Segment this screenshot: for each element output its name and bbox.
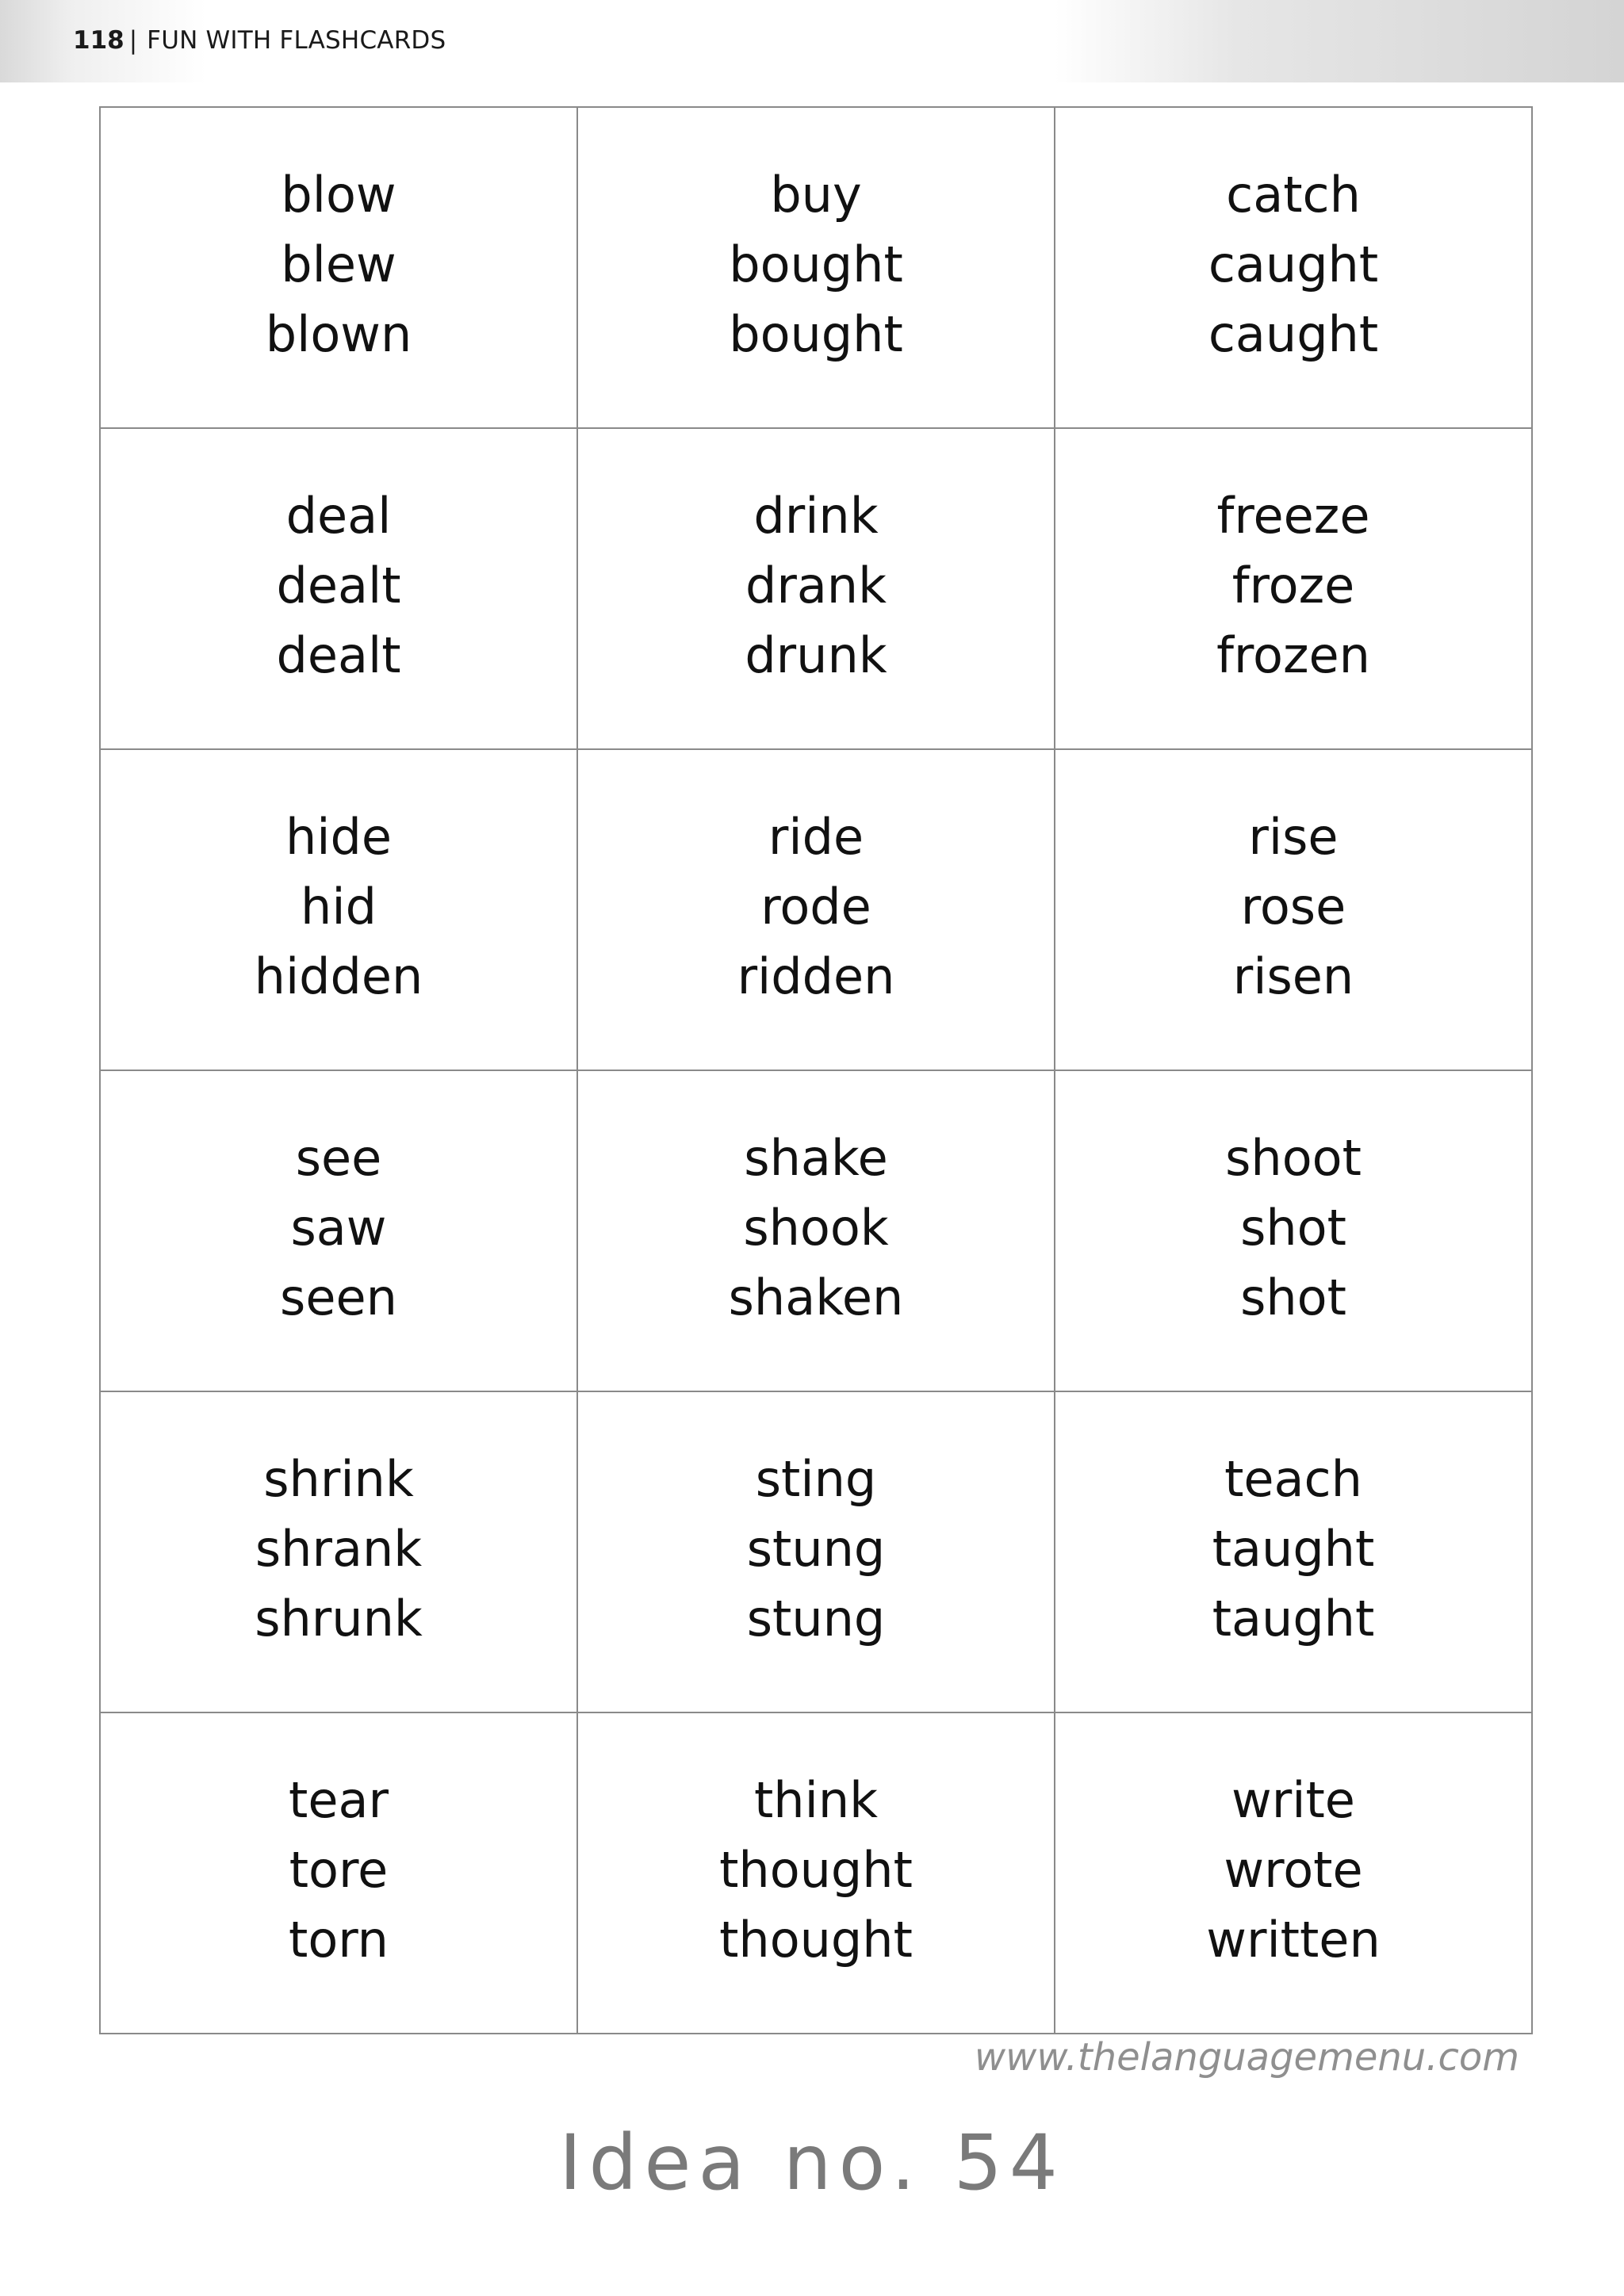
flashcard-row — [100, 1391, 1532, 1712]
flashcard — [578, 1071, 1054, 1333]
base-form: see — [295, 1129, 382, 1187]
flashcard — [1055, 1392, 1531, 1654]
past-simple: caught — [1208, 235, 1379, 293]
header-divider: | — [128, 26, 138, 55]
flashcard-cell — [100, 1712, 577, 2034]
flashcard-grid — [99, 106, 1533, 2034]
flashcard — [1055, 108, 1531, 369]
past-participle: ridden — [737, 947, 895, 1005]
flashcard-cell — [100, 749, 577, 1070]
base-form: drink — [753, 487, 879, 545]
page-header — [0, 0, 1624, 82]
base-form: buy — [770, 166, 862, 224]
past-simple: saw — [290, 1199, 387, 1257]
flashcard — [1055, 750, 1531, 1012]
past-participle: stung — [746, 1590, 886, 1647]
past-simple: dealt — [276, 557, 401, 614]
past-participle: thought — [719, 1911, 913, 1969]
past-participle: shrunk — [255, 1590, 423, 1647]
flashcard-cell — [100, 428, 577, 749]
flashcard — [1055, 429, 1531, 691]
header-text — [73, 23, 446, 58]
flashcard-cell — [577, 1712, 1055, 2034]
past-simple: shrank — [255, 1520, 423, 1578]
website-url: www.thelanguagemenu.com — [974, 2035, 1519, 2080]
past-participle: blown — [265, 305, 412, 363]
flashcard — [101, 750, 576, 1012]
base-form: sting — [755, 1450, 877, 1508]
idea-number: Idea no. 54 — [559, 2118, 1065, 2207]
flashcard-row — [100, 1070, 1532, 1391]
flashcard-cell — [577, 1070, 1055, 1391]
base-form: blow — [281, 166, 396, 224]
flashcard — [101, 429, 576, 691]
flashcard-cell — [100, 1391, 577, 1712]
flashcard-cell — [1055, 749, 1532, 1070]
past-participle: seen — [280, 1269, 397, 1326]
flashcard — [101, 1071, 576, 1333]
flashcard — [101, 1392, 576, 1654]
past-participle: dealt — [276, 626, 401, 684]
flashcard — [578, 750, 1054, 1012]
past-simple: tore — [289, 1841, 389, 1899]
flashcard-cell — [577, 1391, 1055, 1712]
page-number: 118 — [73, 26, 124, 55]
flashcard — [578, 1713, 1054, 1975]
flashcard-cell — [577, 107, 1055, 428]
flashcard — [101, 108, 576, 369]
flashcard — [1055, 1713, 1531, 1975]
past-participle: written — [1206, 1911, 1381, 1969]
past-participle: drunk — [745, 626, 887, 684]
past-simple: bought — [729, 235, 903, 293]
past-simple: drank — [745, 557, 887, 614]
base-form: ride — [768, 808, 864, 866]
flashcard-cell — [1055, 107, 1532, 428]
flashcard — [578, 1392, 1054, 1654]
past-participle: shot — [1240, 1269, 1346, 1326]
base-form: teach — [1224, 1450, 1362, 1508]
flashcard-cell — [100, 107, 577, 428]
past-participle: shaken — [728, 1269, 904, 1326]
base-form: tear — [289, 1771, 389, 1829]
flashcard-cell — [1055, 428, 1532, 749]
past-simple: blew — [281, 235, 396, 293]
past-simple: taught — [1212, 1520, 1375, 1578]
past-simple: shook — [743, 1199, 889, 1257]
past-simple: froze — [1231, 557, 1355, 614]
flashcard-cell — [100, 1070, 577, 1391]
base-form: shoot — [1225, 1129, 1362, 1187]
flashcard-cell — [577, 749, 1055, 1070]
past-participle: torn — [289, 1911, 389, 1969]
base-form: think — [753, 1771, 879, 1829]
past-participle: bought — [729, 305, 903, 363]
flashcard — [1055, 1071, 1531, 1333]
base-form: hide — [285, 808, 393, 866]
flashcard-cell — [577, 428, 1055, 749]
past-simple: shot — [1240, 1199, 1346, 1257]
base-form: catch — [1226, 166, 1361, 224]
past-participle: risen — [1232, 947, 1354, 1005]
base-form: rise — [1248, 808, 1339, 866]
flashcard-row — [100, 107, 1532, 428]
flashcard — [578, 429, 1054, 691]
flashcard — [578, 108, 1054, 369]
past-participle: frozen — [1216, 626, 1370, 684]
flashcard-row — [100, 749, 1532, 1070]
past-participle: caught — [1208, 305, 1379, 363]
past-simple: thought — [719, 1841, 913, 1899]
flashcard — [101, 1713, 576, 1975]
flashcard-row — [100, 428, 1532, 749]
base-form: shrink — [263, 1450, 414, 1508]
book-title: FUN WITH FLASHCARDS — [147, 26, 446, 55]
past-simple: rode — [760, 878, 871, 936]
flashcard-cell — [1055, 1070, 1532, 1391]
past-simple: wrote — [1224, 1841, 1363, 1899]
base-form: write — [1231, 1771, 1355, 1829]
past-simple: stung — [746, 1520, 886, 1578]
past-participle: taught — [1212, 1590, 1375, 1647]
past-simple: rose — [1240, 878, 1346, 936]
flashcard-row — [100, 1712, 1532, 2034]
flashcard-cell — [1055, 1391, 1532, 1712]
base-form: freeze — [1216, 487, 1370, 545]
past-participle: hidden — [254, 947, 423, 1005]
base-form: deal — [285, 487, 392, 545]
past-simple: hid — [301, 878, 377, 936]
flashcard-cell — [1055, 1712, 1532, 2034]
base-form: shake — [744, 1129, 888, 1187]
